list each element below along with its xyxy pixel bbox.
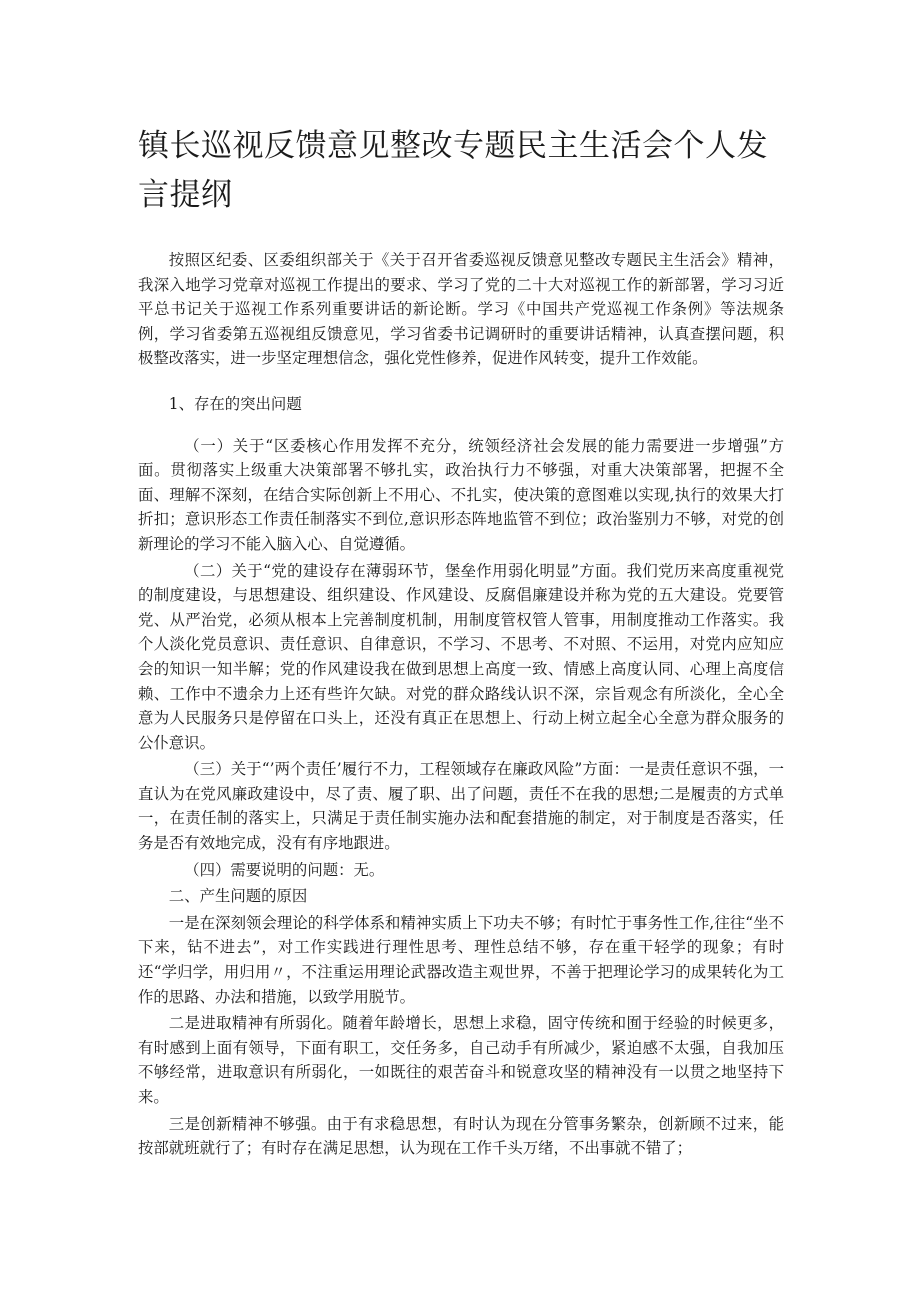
section-heading-problems: 1、存在的突出问题 (168, 394, 302, 413)
problem-paragraph-3: （三）关于“’两个责任’履行不力，工程领域存在廉政风险”方面：一是责任意识不强，一直认为在党风廉政建设中，尽了责、履了职、出了问题，责任不在我的思想;二是履责的方式单一，在责任制的落实上，只满足于责任制实施办法和配套措施的制定，对于制度是否落实，任务是否有效地完成，没有有序地跟进。 (138, 760, 784, 853)
document-body (138, 248, 784, 1161)
section-heading-causes: 二、产生问题的原因 (168, 887, 308, 906)
cause-paragraph-2: 二是进取精神有所弱化。随着年龄增长，思想上求稳，固守传统和囿于经验的时候更多，有时感到上面有领导，下面有职工，交任务多，自己动手有所减少，紧迫感不太强，自我加压不够经常，进取意识有所弱化，一如既往的艰苦奋斗和锐意攻坚的精神没有一以贯之地坚持下来。 (138, 1014, 784, 1106)
document-page (138, 0, 784, 1161)
cause-paragraph-3: 三是创新精神不够强。由于有求稳思想，有时认为现在分管事务繁杂，创新顾不过来，能按部就班就行了；有时存在满足思想，认为现在工作千头万绪，不出事就不错了； (138, 1114, 784, 1158)
document-title: 镇长巡视反馈意见整改专题民主生活会个人发言提纲 (138, 128, 768, 213)
problem-paragraph-2: （二）关于“党的建设存在薄弱环节，堡垒作用弱化明显”方面。我们党历来高度重视党的制度建设，与思想建设、组织建设、作风建设、反腐倡廉建设并称为党的五大建设。党要管党、从严治党，必须从根本上完善制度机制，用制度管权管人管事，用制度推动工作落实。我个人淡化党员意识、责任意识、自律意识，不学习、不思考、不对照、不运用，对党内应知应会的知识一知半解；党的作风建设我在做到思想上高度一致、情感上高度认同、心理上高度信赖、工作中不遗余力上还有些许欠缺。对党的群众路线认识不深，宗旨观念有所淡化，全心全意为人民服务只是停留在口头上，还没有真正在思想上、行动上树立起全心全意为群众服务的公仆意识。 (138, 561, 784, 752)
intro-paragraph: 按照区纪委、区委组织部关于《关于召开省委巡视反馈意见整改专题民主生活会》精神，我深入地学习党章对巡视工作提出的要求、学习了党的二十大对巡视工作的新部署，学习习近平总书记关于巡视工作系列重要讲话的新论断。学习《中国共产党巡视工作条例》等法规条例，学习省委第五巡视组反馈意见，学习省委书记调研时的重要讲话精神，认真查摆问题，积极整改落实，进一步坚定理想信念，强化党性修养，促进作风转变，提升工作效能。 (138, 251, 784, 368)
problem-paragraph-4: （四）需要说明的问题：无。 (184, 860, 385, 879)
cause-paragraph-1: 一是在深刻领会理论的科学体系和精神实质上下功夫不够；有时忙于事务性工作,往往“坐不下来，钻不进去”，对工作实践进行理性思考、理性总结不够，存在重干轻学的现象；有时还“学归学，用归用〃，不注重运用理论武器改造主观世界，不善于把理论学习的成果转化为工作的思路、办法和措施，以致学用脱节。 (138, 913, 784, 1006)
problem-paragraph-1: （一）关于“区委核心作用发挥不充分，统领经济社会发展的能力需要进一步增强”方面。贯彻落实上级重大决策部署不够扎实，政治执行力不够强，对重大决策部署，把握不全面、理解不深刻，在结合实际创新上不用心、不扎实，使决策的意图难以实现,执行的效果大打折扣；意识形态工作责任制落实不到位,意识形态阵地监管不到位；政治鉴别力不够，对党的创新理论的学习不能入脑入心、自觉遵循。 (138, 436, 784, 553)
